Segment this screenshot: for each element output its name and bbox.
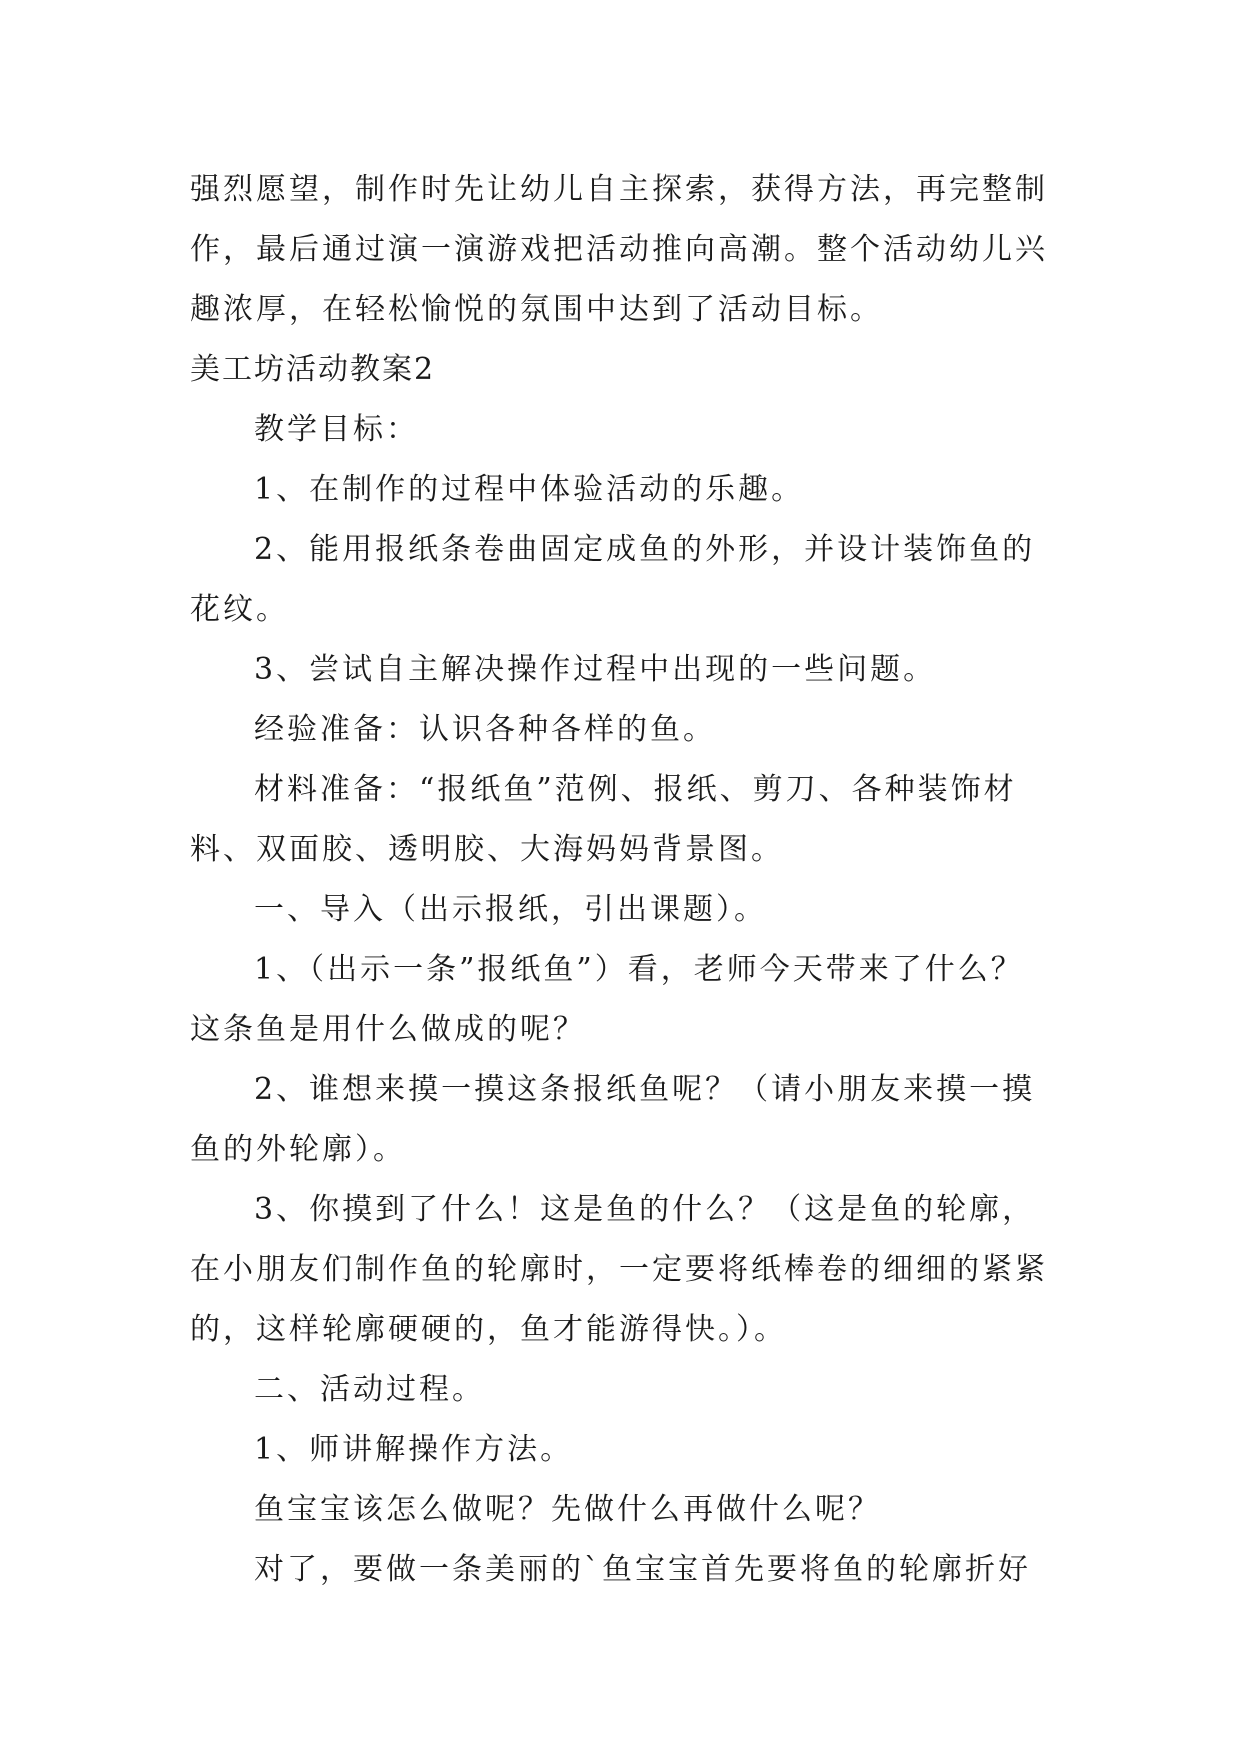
paragraph-line: 3、你摸到了什么！这是鱼的什么？（这是鱼的轮廓， <box>254 1192 1036 1227</box>
paragraph-line: 二、活动过程。 <box>254 1372 485 1407</box>
document-body <box>190 160 1050 1600</box>
paragraph-line: 在小朋友们制作鱼的轮廓时，一定要将纸棒卷的细细的紧紧 <box>190 1252 1048 1287</box>
subheading-teaching-goals: 教学目标： <box>254 412 419 447</box>
paragraph-line: 3、尝试自主解决操作过程中出现的一些问题。 <box>254 652 937 687</box>
paragraph-line: 1、（出示一条”报纸鱼”）看，老师今天带来了什么？ <box>254 952 1024 987</box>
paragraph-line: 这条鱼是用什么做成的呢？ <box>190 1012 586 1047</box>
paragraph-line: 趣浓厚，在轻松愉悦的氛围中达到了活动目标。 <box>190 292 883 327</box>
paragraph-line: 材料准备：“报纸鱼”范例、报纸、剪刀、各种装饰材 <box>254 772 1017 807</box>
paragraph-line: 经验准备：认识各种各样的鱼。 <box>254 712 716 747</box>
section-heading: 美工坊活动教案2 <box>190 352 436 387</box>
paragraph-line: 2、谁想来摸一摸这条报纸鱼呢？（请小朋友来摸一摸 <box>254 1072 1036 1107</box>
paragraph-line: 作，最后通过演一演游戏把活动推向高潮。整个活动幼儿兴 <box>190 232 1048 267</box>
paragraph-line: 1、在制作的过程中体验活动的乐趣。 <box>254 472 805 507</box>
paragraph-line: 1、师讲解操作方法。 <box>254 1432 574 1467</box>
paragraph-line: 花纹。 <box>190 592 289 627</box>
paragraph-line: 对了，要做一条美丽的`鱼宝宝首先要将鱼的轮廓折好 <box>254 1552 1031 1587</box>
paragraph-line: 料、双面胶、透明胶、大海妈妈背景图。 <box>190 832 784 867</box>
paragraph-line: 的，这样轮廓硬硬的，鱼才能游得快。）。 <box>190 1312 787 1347</box>
paragraph-line: 鱼宝宝该怎么做呢？先做什么再做什么呢？ <box>254 1492 881 1527</box>
paragraph-line: 一、导入（出示报纸，引出课题）。 <box>254 892 767 927</box>
paragraph-line: 强烈愿望，制作时先让幼儿自主探索，获得方法，再完整制 <box>190 172 1048 207</box>
paragraph-line: 2、能用报纸条卷曲固定成鱼的外形，并设计装饰鱼的 <box>254 532 1036 567</box>
paragraph-line: 鱼的外轮廓）。 <box>190 1132 406 1167</box>
